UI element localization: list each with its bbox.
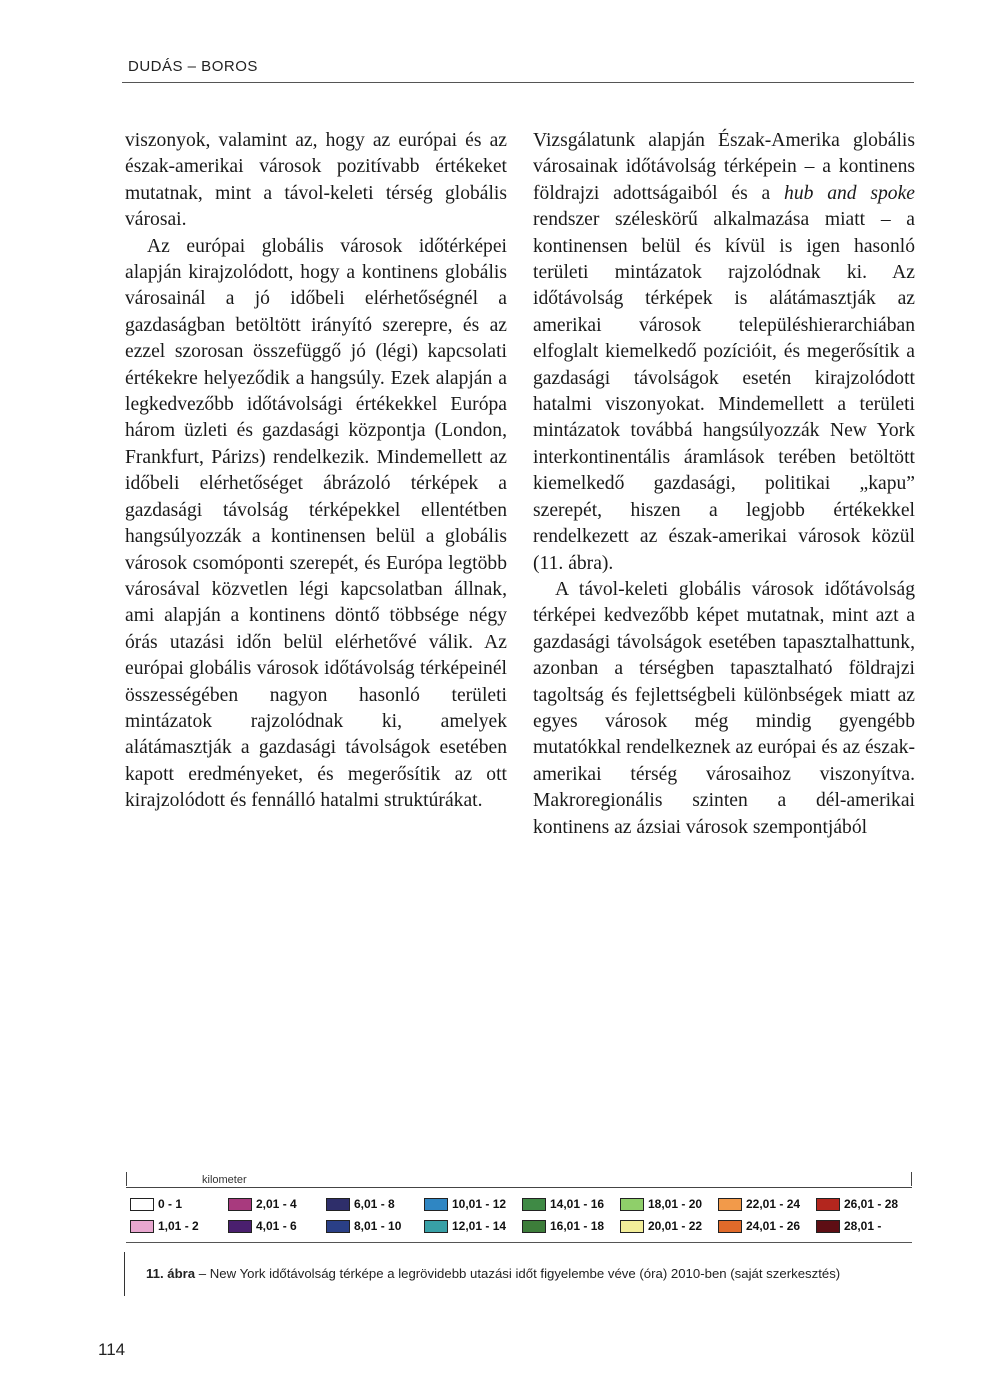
caption-number: 11. ábra xyxy=(146,1266,196,1281)
right-paragraph-1 xyxy=(533,128,915,577)
legend-swatch xyxy=(130,1198,154,1211)
caption-text: – New York időtávolság térképe a legrövidebb utazási időt figyelembe véve (óra) 2010-ben (saját szerkesztés) xyxy=(195,1266,841,1281)
legend-label: 14,01 - 16 xyxy=(550,1197,605,1211)
legend-item xyxy=(228,1194,324,1214)
legend-item xyxy=(816,1216,912,1236)
legend-swatch xyxy=(424,1198,448,1211)
legend-swatch xyxy=(522,1220,546,1233)
legend-label: 16,01 - 18 xyxy=(550,1219,605,1233)
right-paragraph-2: A távol-keleti globális városok időtávolság térképei kedvezőbb képet mutatnak, mint azt a gazdasági távolságok esetében tapasztalhattunk, azonban a térségben tapasztalható földrajzi tagoltság és fejlettségbeli különbségek miatt az egyes városok még mindig gyengébb mutatókkal rendelkeznek az európai és az észak-amerikai térség városaihoz viszonyítva. Makroregionális szinten a dél-amerikai kontinens az ázsiai városok szempontjából xyxy=(533,578,915,838)
legend-label: 4,01 - 6 xyxy=(256,1219,297,1233)
legend-label: 22,01 - 24 xyxy=(746,1197,801,1211)
scale-tick xyxy=(126,1172,127,1186)
left-paragraph-1: viszonyok, valamint az, hogy az európai és az észak-amerikai városok pozitívabb értékeket mutatnak, mint a távol-keleti térség globális városai. xyxy=(125,130,507,231)
legend-label: 2,01 - 4 xyxy=(256,1197,297,1211)
legend-label: 0 - 1 xyxy=(158,1197,183,1211)
legend-label: 18,01 - 20 xyxy=(648,1197,703,1211)
legend-item xyxy=(718,1216,814,1236)
legend-item xyxy=(424,1194,520,1214)
legend-label: 1,01 - 2 xyxy=(158,1219,199,1233)
legend-item xyxy=(424,1216,520,1236)
legend-item xyxy=(130,1216,226,1236)
legend-item xyxy=(130,1194,226,1214)
legend-swatch xyxy=(620,1220,644,1233)
legend-swatch xyxy=(620,1198,644,1211)
legend-item xyxy=(326,1216,422,1236)
scale-tick xyxy=(911,1172,912,1186)
page-number: 114 xyxy=(98,1340,126,1359)
right-text-column xyxy=(533,128,915,841)
legend-swatch xyxy=(326,1198,350,1211)
legend-swatch xyxy=(228,1198,252,1211)
legend-item xyxy=(522,1216,618,1236)
right-paragraph-1-start: Vizsgálatunk alapján Észak-Amerika globális városainak időtávolság térképein – a kontinens földrajzi adottságaiból és a xyxy=(533,130,915,204)
legend-swatch xyxy=(816,1198,840,1211)
legend-swatch xyxy=(718,1198,742,1211)
legend-item xyxy=(522,1194,618,1214)
legend-label: 10,01 - 12 xyxy=(452,1197,507,1211)
legend-swatch xyxy=(718,1220,742,1233)
legend-swatch xyxy=(816,1220,840,1233)
legend-item xyxy=(816,1194,912,1214)
left-text-column xyxy=(125,128,507,815)
legend-label: 12,01 - 14 xyxy=(452,1219,507,1233)
legend-label: 8,01 - 10 xyxy=(354,1219,402,1233)
scale-label: kilometer xyxy=(202,1174,247,1186)
legend-swatch xyxy=(424,1220,448,1233)
right-paragraph-1-end: rendszer széleskörű alkalmazása miatt – a kontinensen belül és kívül is igen hasonló területi mintázatok rajzolódnak ki. Az időtávolság térképek is alátámasztják az amerikai városok településhierarchiában elfoglalt kiemelkedő pozícióit, és megerősítik a gazdasági távolságok esetén kirajzolódott hatalmi viszonyokat. Mindemellett a területi mintázatok továbbá hangsúlyozzák New York interkontinentális áramlások terében betöltött kiemelkedő gazdasági, politikai „kapu” szerepét, hiszen a legjobb értékekkel rendelkezett az észak-amerikai városok közül (11. ábra). xyxy=(533,209,915,574)
legend-item xyxy=(326,1194,422,1214)
header-rule xyxy=(122,82,914,83)
legend-label: 20,01 - 22 xyxy=(648,1219,703,1233)
running-head: DUDÁS – BOROS xyxy=(128,58,258,75)
left-paragraph-2: Az európai globális városok időtérképei alapján kirajzolódott, hogy a kontinens globális városainál a jó időbeli elérhetőségnél a gazdaságban betöltött irányító szerepre, és az ezzel szorosan összefüggő jó (légi) kapcsolati értékekre helyeződik a hangsúly. Ezek alapján a legkedvezőbb időtávolsági értékekkel Európa három üzleti és gazdasági központja (London, Frankfurt, Párizs) rendelkezik. Mindemellett az időbeli elérhetőséget ábrázoló térképek a gazdasági távolság térképekkel ellentétben hangsúlyozzák a kontinensen belül a globális városok csomóponti szerepét, és Európa legtöbb városával közvetlen légi kapcsolatban állnak, ami alapján a kontinens döntő többsége négy órás utazási időn belül elérhetővé válik. Az európai globális városok időtávolság térképeinél összességében nagyon hasonló területi mintázatok rajzolódnak ki, amelyek alátámasztják a gazdasági távolságok esetében kapott eredményeket, és megerősítik az ott kirajzolódott és fennálló hatalmi struktúrákat. xyxy=(125,235,507,812)
legend-label: 28,01 - xyxy=(844,1219,882,1233)
scale-bar xyxy=(126,1187,912,1188)
legend-item xyxy=(718,1194,814,1214)
legend-item xyxy=(228,1216,324,1236)
legend-label: 24,01 - 26 xyxy=(746,1219,801,1233)
caption-rule xyxy=(124,1252,125,1296)
legend-swatch xyxy=(130,1220,154,1233)
legend-label: 6,01 - 8 xyxy=(354,1197,395,1211)
hub-and-spoke-term: hub and spoke xyxy=(784,182,915,204)
legend-swatch xyxy=(522,1198,546,1211)
legend-item xyxy=(620,1216,716,1236)
legend-grid xyxy=(126,1190,912,1236)
legend-swatch xyxy=(228,1220,252,1233)
figure-caption xyxy=(146,1266,906,1281)
legend-item xyxy=(620,1194,716,1214)
map-legend xyxy=(126,1190,912,1243)
legend-swatch xyxy=(326,1220,350,1233)
legend-label: 26,01 - 28 xyxy=(844,1197,899,1211)
